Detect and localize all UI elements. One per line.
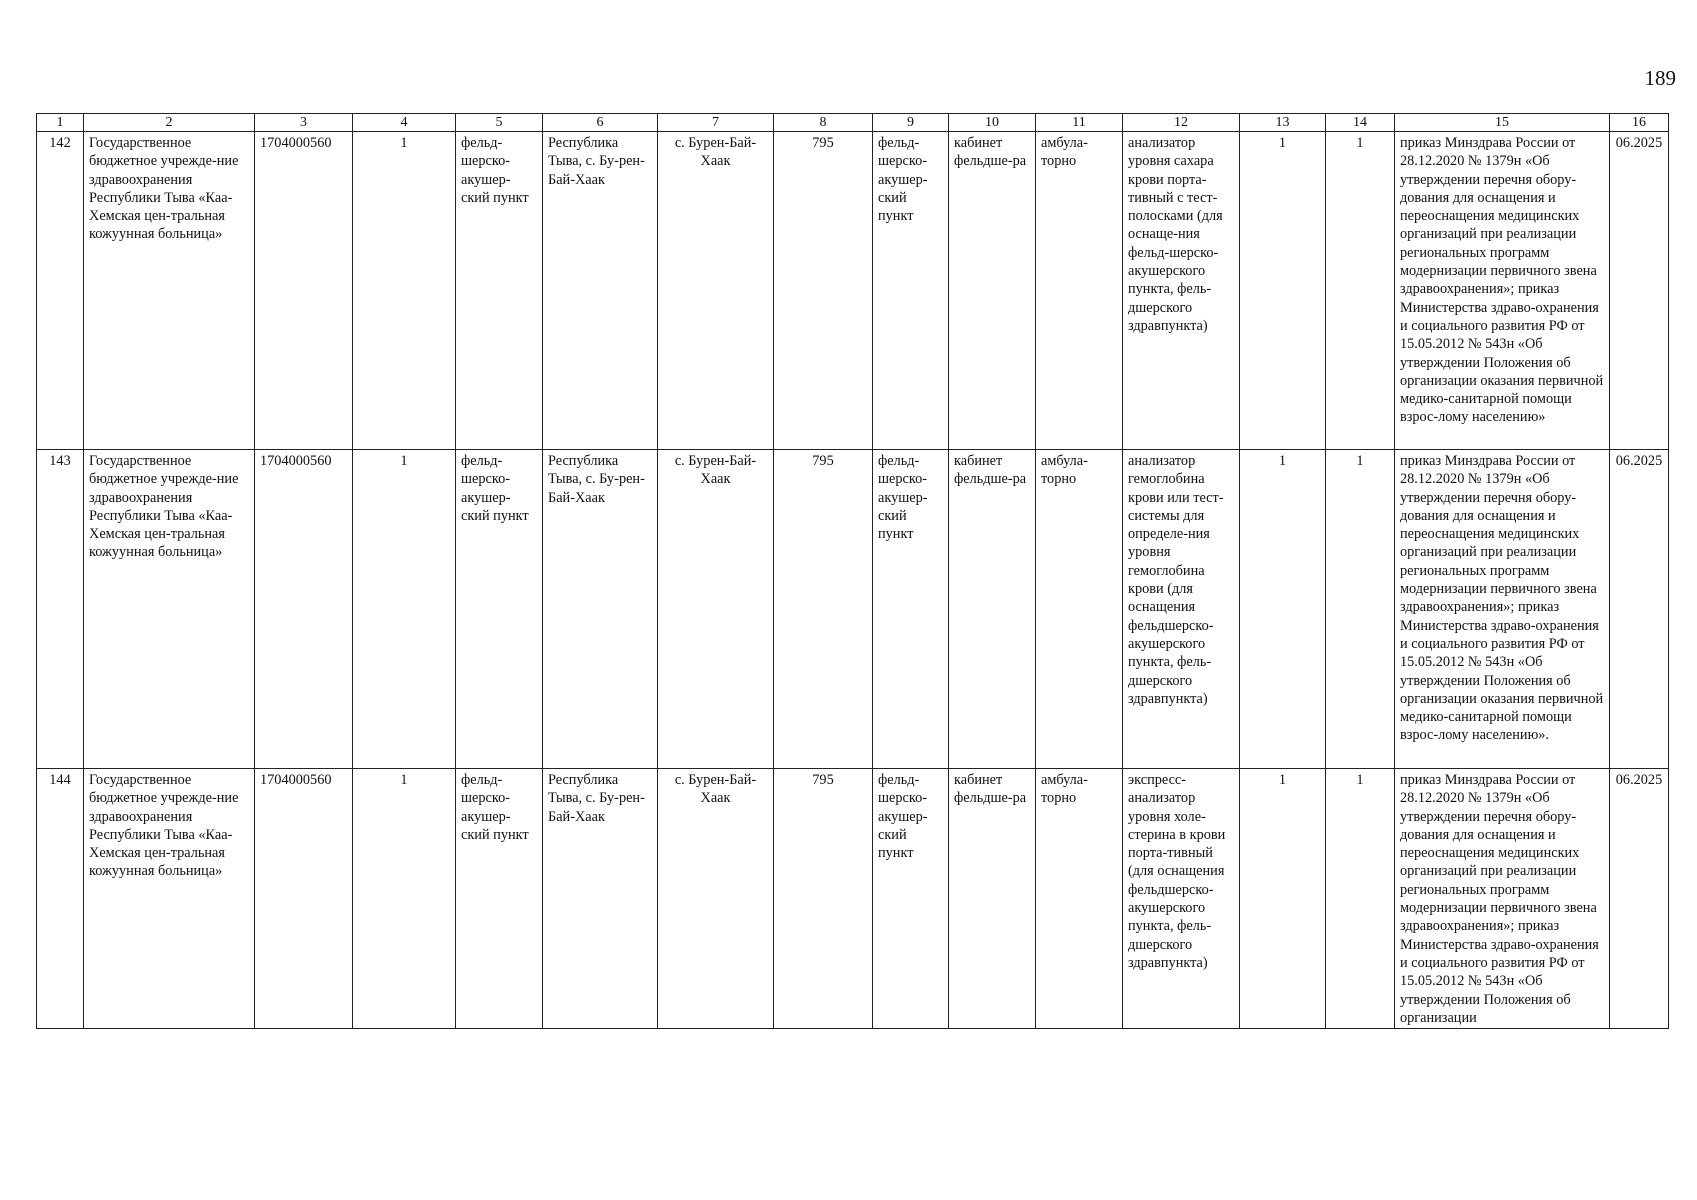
equipment-table [36,113,1669,1029]
cell-col14: 1 [1326,450,1395,769]
page-number: 189 [1644,66,1676,90]
cell-settlement: с. Бурен-Бай-Хаак [658,769,774,1029]
col-header-6: 6 [543,114,658,132]
table-row [37,450,1669,769]
col-header-1: 1 [37,114,84,132]
cell-legal-basis: приказ Минздрава России от 28.12.2020 № 1379н «Об утверждении перечня обору-дования для оснащения и переоснащения медицинских организаций при реализации региональных программ модернизации первичного звена здравоохранения»; приказ Министерства здраво-охранения и социального развития РФ от 15.05.2012 № 543н «Об утверждении Положения об организации оказания первичной медико-санитарной помощи взрос-лому населению» [1395,132,1610,450]
cell-code: 1704000560 [255,450,353,769]
cell-address: Республика Тыва, с. Бу-рен-Бай-Хаак [543,132,658,450]
cell-organization: Государственное бюджетное учрежде-ние здравоохранения Республики Тыва «Каа-Хемская цен-тральная кожуунная больница» [84,769,255,1029]
col-header-3: 3 [255,114,353,132]
cell-address: Республика Тыва, с. Бу-рен-Бай-Хаак [543,450,658,769]
cell-settlement: с. Бурен-Бай-Хаак [658,450,774,769]
cell-care-mode: амбула-торно [1036,132,1123,450]
col-header-12: 12 [1123,114,1240,132]
col-header-13: 13 [1240,114,1326,132]
cell-col14: 1 [1326,132,1395,450]
cell-date: 06.2025 [1610,769,1669,1029]
cell-organization: Государственное бюджетное учрежде-ние здравоохранения Республики Тыва «Каа-Хемская цен-тральная кожуунная больница» [84,450,255,769]
cell-room: кабинет фельдше-ра [949,769,1036,1029]
cell-code: 1704000560 [255,132,353,450]
cell-row-number: 143 [37,450,84,769]
cell-unit-type: фельд-шерско-акушер-ский пункт [456,769,543,1029]
col-header-4: 4 [353,114,456,132]
table-row [37,132,1669,450]
cell-room: кабинет фельдше-ра [949,450,1036,769]
table-row [37,769,1669,1029]
cell-care-mode: амбула-торно [1036,450,1123,769]
cell-col13: 1 [1240,769,1326,1029]
cell-col14: 1 [1326,769,1395,1029]
cell-col8: 795 [774,450,873,769]
cell-unit-type: фельд-шерско-акушер-ский пункт [456,132,543,450]
col-header-7: 7 [658,114,774,132]
cell-subdivision: фельд-шерско-акушер-ский пункт [873,132,949,450]
cell-equipment: анализатор гемоглобина крови или тест-системы для определе-ния уровня гемоглобина крови (для оснащения фельдшерско-акушерского пункта, фель-дшерского здравпункта) [1123,450,1240,769]
cell-col8: 795 [774,769,873,1029]
header-row [37,114,1669,132]
cell-unit-type: фельд-шерско-акушер-ский пункт [456,450,543,769]
col-header-11: 11 [1036,114,1123,132]
cell-equipment: экспресс-анализатор уровня холе-стерина в крови порта-тивный (для оснащения фельдшерско-акушерского пункта, фель-дшерского здравпункта) [1123,769,1240,1029]
col-header-16: 16 [1610,114,1669,132]
cell-code: 1704000560 [255,769,353,1029]
cell-address: Республика Тыва, с. Бу-рен-Бай-Хаак [543,769,658,1029]
cell-col13: 1 [1240,450,1326,769]
col-header-10: 10 [949,114,1036,132]
cell-room: кабинет фельдше-ра [949,132,1036,450]
col-header-15: 15 [1395,114,1610,132]
cell-legal-basis: приказ Минздрава России от 28.12.2020 № 1379н «Об утверждении перечня обору-дования для оснащения и переоснащения медицинских организаций при реализации региональных программ модернизации первичного звена здравоохранения»; приказ Министерства здраво-охранения и социального развития РФ от 15.05.2012 № 543н «Об утверждении Положения об организации оказания первичной медико-санитарной помощи взрос-лому населению». [1395,450,1610,769]
cell-equipment: анализатор уровня сахара крови порта-тивный с тест-полосками (для оснаще-ния фельд-шерско-акушерского пункта, фель-дшерского здравпункта) [1123,132,1240,450]
col-header-14: 14 [1326,114,1395,132]
col-header-9: 9 [873,114,949,132]
cell-date: 06.2025 [1610,132,1669,450]
cell-col4: 1 [353,769,456,1029]
cell-organization: Государственное бюджетное учрежде-ние здравоохранения Республики Тыва «Каа-Хемская цен-тральная кожуунная больница» [84,132,255,450]
cell-col4: 1 [353,132,456,450]
cell-col13: 1 [1240,132,1326,450]
col-header-5: 5 [456,114,543,132]
cell-col8: 795 [774,132,873,450]
cell-col4: 1 [353,450,456,769]
cell-legal-basis: приказ Минздрава России от 28.12.2020 № 1379н «Об утверждении перечня обору-дования для оснащения и переоснащения медицинских организаций при реализации региональных программ модернизации первичного звена здравоохранения»; приказ Министерства здраво-охранения и социального развития РФ от 15.05.2012 № 543н «Об утверждении Положения об организации [1395,769,1610,1029]
cell-subdivision: фельд-шерско-акушер-ский пункт [873,769,949,1029]
col-header-8: 8 [774,114,873,132]
cell-subdivision: фельд-шерско-акушер-ский пункт [873,450,949,769]
col-header-2: 2 [84,114,255,132]
cell-date: 06.2025 [1610,450,1669,769]
cell-row-number: 144 [37,769,84,1029]
cell-care-mode: амбула-торно [1036,769,1123,1029]
cell-settlement: с. Бурен-Бай-Хаак [658,132,774,450]
cell-row-number: 142 [37,132,84,450]
